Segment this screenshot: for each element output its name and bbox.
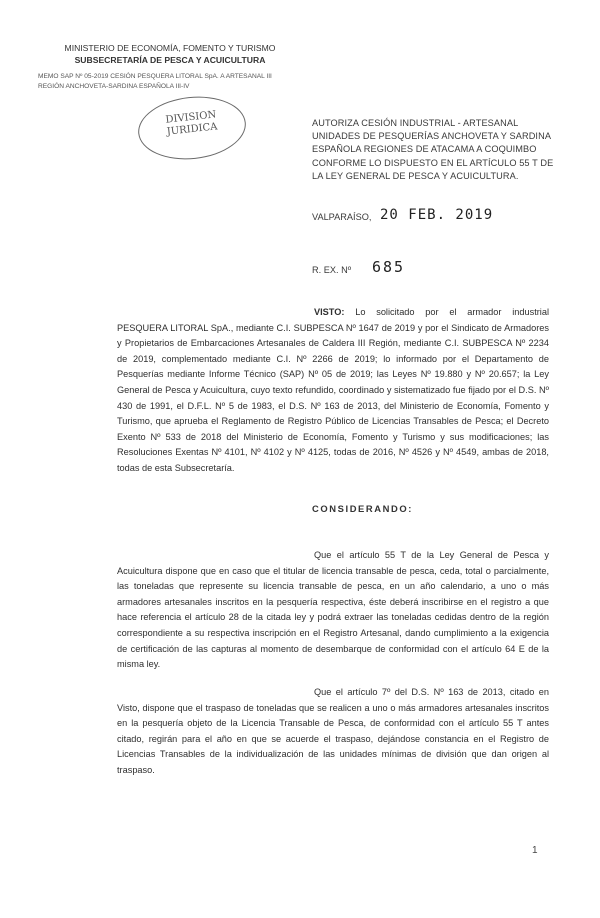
subsecretaria-name: SUBSECRETARÍA DE PESCA Y ACUICULTURA: [74, 55, 266, 65]
ministry-name: MINISTERIO DE ECONOMÍA, FOMENTO Y TURISMO: [64, 43, 276, 53]
visto-body: Lo solicitado por el armador industrial PESQUERA LITORAL SpA., mediante C.I. SUBPESCA Nº 1647 de 2019 y por el Sindicato de Armadores y Propietarios de Embarcaciones Artesanales de Caldera III Región, mediante C.I. SUBPESCA Nº 2234 de 2019, complementado mediante C.I. Nº 2266 de 2019; lo informado por el Departamento de Pesquerías mediante Informe Técnico (SAP) Nº 05 de 2019; las Leyes Nº 19.880 y Nº 20.657; la Ley General de Pesca y Acuicultura, cuyo texto refundido, coordinado y sistematizado fue fijado por el D.S. Nº 430 de 1991, el D.F.L. Nº 5 de 1983, el D.S. Nº 163 de 2013, del Ministerio de Economía, Fomento y Turismo, que aprueba el Reglamento de Registro Público de Licencias Transables de Pesca; el Decreto Exento Nº 533 de 2018 del Ministerio de Economía, Fomento y Turismo y sus modificaciones; las Resoluciones Exentas Nº 4101, Nº 4102 y Nº 4125, todas de 2016, Nº 4526 y Nº 4549, ambas de 2018, todas de esta Subsecretaría.: [117, 307, 549, 473]
visto-lead: VISTO:: [314, 307, 345, 317]
considerando-heading: CONSIDERANDO:: [312, 503, 414, 514]
resolution-value: 685: [372, 258, 406, 276]
memo-line-2: REGIÓN ANCHOVETA-SARDINA ESPAÑOLA III-IV: [38, 83, 190, 90]
stamp-line-1: DIVISION: [165, 109, 217, 126]
dateline: [312, 207, 562, 227]
considerando-paragraph-1: [117, 548, 549, 673]
page-number: 1: [532, 845, 538, 856]
date-stamp: 20 FEB. 2019: [380, 207, 494, 223]
considerando-p2-text: Que el artículo 7º del D.S. Nº 163 de 2013, citado en Visto, dispone que el traspaso de toneladas que se realicen a uno o más armadores artesanales inscritos en la pesquería objeto de la Licencia Transable de Pesca, de conformidad con el artículo 55 T antes citado, regirán para el año en que se acuerde el traspaso, dejándose constancia en el Registro de Licencias Transables de la individualización de las unidades mínimas de división que dan origen al traspaso.: [117, 687, 549, 775]
letterhead: [40, 42, 300, 66]
stamp-line-2: JURIDICA: [166, 121, 218, 138]
resolution-number: [312, 258, 512, 282]
memo-line-1: MEMO SAP Nº 05-2019 CESIÓN PESQUERA LITORAL SpA. A ARTESANAL III: [38, 73, 272, 80]
division-juridica-stamp: [135, 92, 249, 165]
resolution-label: R. EX. Nº: [312, 265, 352, 275]
city: VALPARAÍSO,: [312, 212, 372, 222]
memo-reference: [38, 72, 308, 92]
visto-paragraph: [117, 305, 549, 477]
resolution-subject: AUTORIZA CESIÓN INDUSTRIAL - ARTESANAL UNIDADES DE PESQUERÍAS ANCHOVETA Y SARDINA ESPAÑOLA REGIONES DE ATACAMA A COQUIMBO CONFORME LO DISPUESTO EN EL ARTÍCULO 55 T DE LA LEY GENERAL DE PESCA Y ACUICULTURA.: [312, 118, 554, 181]
considerando-p1-text: Que el artículo 55 T de la Ley General de Pesca y Acuicultura dispone que en caso que el titular de licencia transable de pesca, ceda, total o parcialmente, las toneladas que represente su licencia transable de pesca, en un año calendario, a uno o más armadores artesanales inscritos en la pesquería respectiva, éste deberá inscribirse en el registro a que hace referencia el artículo 28 de la citada ley y podrá extraer las toneladas cedidas dentro de la región correspondiente a su respectiva inscripción en el Registro Artesanal, dando cumplimiento a la exigencia de certificación de las capturas al momento de desembarque de conformidad con el artículo 64 E de la misma ley.: [117, 550, 549, 670]
considerando-paragraph-2: [117, 685, 549, 779]
